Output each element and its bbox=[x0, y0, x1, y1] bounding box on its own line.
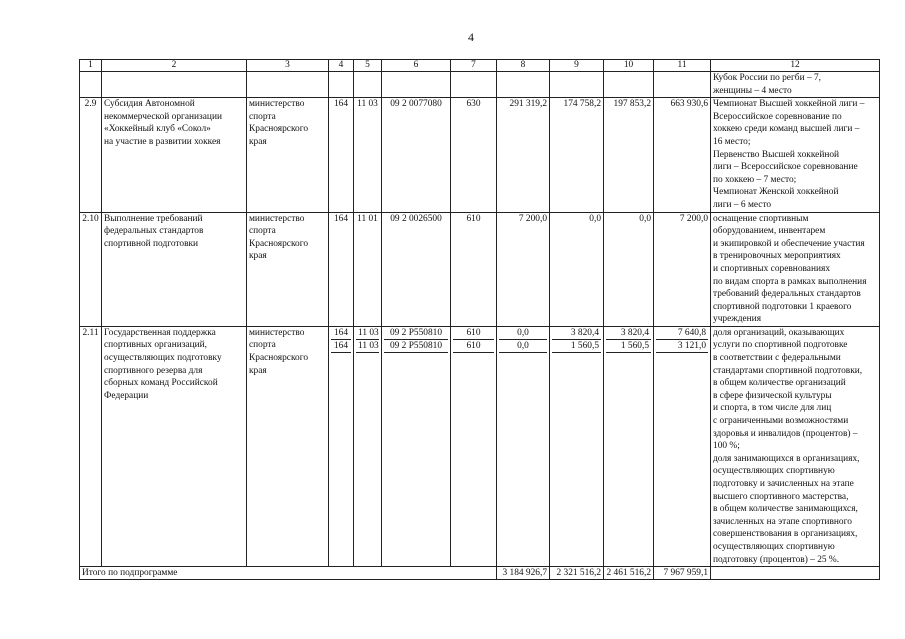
year1-cell: 291 319,2 bbox=[497, 98, 550, 212]
row-number: 2.9 bbox=[80, 98, 102, 212]
total-year3: 2 461 516,2 bbox=[604, 567, 654, 580]
rzpr-value: 11 03 bbox=[358, 340, 379, 351]
total-label: Итого по подпрограмме bbox=[80, 567, 497, 580]
total-all: 7 967 959,1 bbox=[654, 567, 711, 580]
subprogram-measures-table bbox=[79, 59, 880, 580]
year1-value: 0,0 bbox=[499, 339, 547, 352]
rzpr-value: 11 03 bbox=[358, 327, 379, 338]
table-row bbox=[80, 326, 880, 566]
csr-value: 09 2 P550810 bbox=[384, 327, 448, 340]
col-number: 5 bbox=[354, 60, 382, 72]
total-row bbox=[80, 567, 880, 580]
col-number: 8 bbox=[497, 60, 550, 72]
measure-name: Субсидия Автономной некоммерческой организации «Хоккейный клуб «Сокол» на участие в развитии хоккея bbox=[102, 98, 247, 212]
year3-cell: 197 853,2 bbox=[604, 98, 654, 212]
total-cell: 7 200,0 bbox=[654, 212, 711, 326]
year3-cell: 0,0 bbox=[604, 212, 654, 326]
grbs-value: 164 bbox=[331, 339, 351, 352]
ministry-cell: министерство спорта Красноярского края bbox=[247, 98, 329, 212]
vr-cell: 630 bbox=[451, 98, 497, 212]
col-number: 12 bbox=[711, 60, 880, 72]
vr-cell: 610 bbox=[451, 212, 497, 326]
year2-value: 3 820,4 bbox=[552, 327, 601, 340]
year1-cell bbox=[497, 326, 550, 566]
year2-cell: 174 758,2 bbox=[550, 98, 604, 212]
total-value: 3 121,0 bbox=[656, 339, 708, 352]
year2-value: 1 560,5 bbox=[552, 339, 601, 352]
col-number: 3 bbox=[247, 60, 329, 72]
ministry-cell: министерство спорта Красноярского края bbox=[247, 326, 329, 566]
rzpr-cell: 11 01 bbox=[354, 212, 382, 326]
year2-cell bbox=[550, 326, 604, 566]
total-cell bbox=[654, 326, 711, 566]
year1-value: 0,0 bbox=[499, 327, 547, 340]
year3-value: 1 560,5 bbox=[606, 339, 651, 352]
result-cell: Кубок России по регби – 7, женщины – 4 место bbox=[711, 72, 880, 98]
col-number: 2 bbox=[102, 60, 247, 72]
total-year1: 3 184 926,7 bbox=[497, 567, 550, 580]
page-number: 4 bbox=[468, 30, 474, 44]
result-cell: оснащение спортивным оборудованием, инвентарем и экипировкой и обеспечение участия в тренировочных мероприятиях и спортивных соревнованиях по видам спорта в рамках выполнения требований федеральных стандартов спортивной подготовки 1 краевого учреждения bbox=[711, 212, 880, 326]
csr-cell: 09 2 0026500 bbox=[382, 212, 451, 326]
total-value: 7 640,8 bbox=[656, 327, 708, 340]
year2-cell: 0,0 bbox=[550, 212, 604, 326]
col-number: 10 bbox=[604, 60, 654, 72]
col-number: 11 bbox=[654, 60, 711, 72]
csr-value: 09 2 P550810 bbox=[384, 339, 448, 352]
ministry-cell: министерство спорта Красноярского края bbox=[247, 212, 329, 326]
col-number: 1 bbox=[80, 60, 102, 72]
row-number: 2.10 bbox=[80, 212, 102, 326]
continuation-row bbox=[80, 72, 880, 98]
col-number: 7 bbox=[451, 60, 497, 72]
vr-cell bbox=[451, 326, 497, 566]
measure-name: Выполнение требований федеральных стандартов спортивной подготовки bbox=[102, 212, 247, 326]
grbs-value: 164 bbox=[331, 327, 351, 340]
year1-cell: 7 200,0 bbox=[497, 212, 550, 326]
rzpr-cell bbox=[354, 326, 382, 566]
grbs-cell bbox=[329, 326, 354, 566]
col-number: 6 bbox=[382, 60, 451, 72]
total-cell: 663 930,6 bbox=[654, 98, 711, 212]
csr-cell bbox=[382, 326, 451, 566]
year3-value: 3 820,4 bbox=[606, 327, 651, 340]
vr-value: 610 bbox=[453, 327, 494, 340]
result-cell: доля организаций, оказывающих услуги по спортивной подготовке в соответствии с федеральными стандартами спортивной подготовки, в общем количестве организаций в сфере физической культуры и спорта, в том числе для лиц с ограниченными возможностями здоровья и инвалидов (процентов) – 100 %; доля занимающихся в организациях, осуществляющих спортивную подготовку и зачисленных на этапе высшего спортивного мастерства, в общем количестве занимающихся, зачисленных на этапе спортивного совершенствования в организациях, осуществляющих спортивную подготовку (процентов) – 25 %. bbox=[711, 326, 880, 566]
column-numbers-row bbox=[80, 60, 880, 72]
rzpr-cell: 11 03 bbox=[354, 98, 382, 212]
grbs-cell: 164 bbox=[329, 212, 354, 326]
row-number: 2.11 bbox=[80, 326, 102, 566]
csr-cell: 09 2 0077080 bbox=[382, 98, 451, 212]
table-row bbox=[80, 212, 880, 326]
col-number: 4 bbox=[329, 60, 354, 72]
table-row bbox=[80, 98, 880, 212]
total-year2: 2 321 516,2 bbox=[550, 567, 604, 580]
vr-value: 610 bbox=[453, 339, 494, 352]
col-number: 9 bbox=[550, 60, 604, 72]
grbs-cell: 164 bbox=[329, 98, 354, 212]
result-cell: Чемпионат Высшей хоккейной лиги – Всероссийское соревнование по хоккею среди команд высшей лиги – 16 место; Первенство Высшей хоккейной лиги – Всероссийское соревнование по хоккею – 7 место; Чемпионат Женской хоккейной лиги – 6 место bbox=[711, 98, 880, 212]
year3-cell bbox=[604, 326, 654, 566]
measure-name: Государственная поддержка спортивных организаций, осуществляющих подготовку спортивного резерва для сборных команд Российской Федерации bbox=[102, 326, 247, 566]
